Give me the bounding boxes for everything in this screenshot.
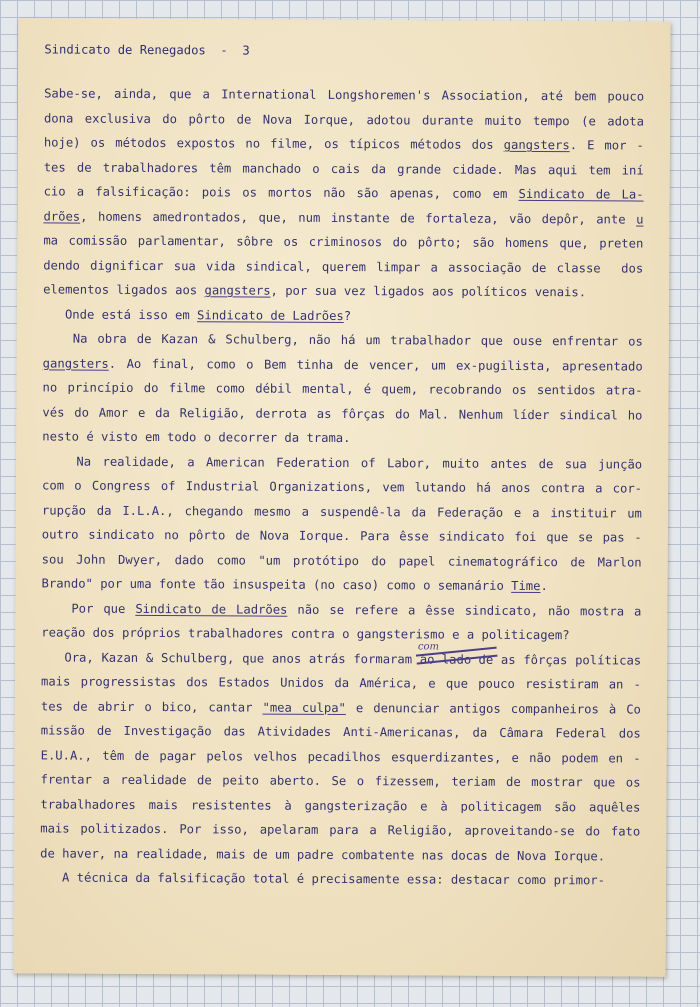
handwritten-correction [417, 640, 494, 672]
text-line [41, 620, 641, 648]
text-line [44, 106, 644, 134]
text-line [40, 792, 640, 820]
text-line [40, 767, 640, 795]
underlined-text: gangsters [42, 355, 109, 371]
struck-text: ao lado de [419, 651, 494, 667]
text-line [40, 865, 640, 893]
text-segment: sou John Dwyer, dado como "um protótipo do papel cinematográfico de Marlon [41, 551, 642, 570]
text-line [44, 155, 644, 183]
underlined-text: gangsters [204, 283, 271, 298]
text-segment: vés do Amor e da Religião, derrota as fôrças do Mal. Nenhum líder sindical ho [42, 404, 643, 423]
paragraph-2 [43, 302, 643, 330]
text-line [43, 228, 643, 256]
text-line [43, 326, 643, 354]
text-line [43, 302, 643, 330]
text-segment: trabalhadores mais resistentes à gangsterização e à politicagem são aquêles [40, 796, 641, 815]
typewritten-page [14, 18, 671, 976]
paragraph-6 [40, 640, 642, 869]
text-segment: missão de Investigação das Atividades Anti-Americanas, da Câmara Federal dos [40, 723, 641, 741]
text-segment: ma comissão parlamentar, sôbre os criminosos do pôrto; são homens que, preten [43, 233, 644, 251]
text-segment: tes de trabalhadores têm manchado o cais da grande cidade. Mas aqui tem iní [43, 159, 644, 178]
underlined-text: "mea culpa" [262, 700, 346, 715]
text-segment: com o Congress of Industrial Organizations, vem lutando há anos contra a cor- [42, 478, 643, 496]
text-line [41, 596, 641, 624]
page-header: Sindicato de Renegados - 3 [44, 42, 250, 58]
text-segment: , homens amedrontados, que, num instante de fortaleza, vão depôr, ante [80, 209, 637, 227]
text-segment: rupção da I.L.A., chegando mesmo a suspendê-la da Federação e a instituir um [41, 502, 642, 521]
text-segment: reação dos próprios trabalhadores contra o gangsterismo e a politicagem? [41, 625, 570, 643]
underlined-text: Sindicato de Ladrões [197, 307, 344, 323]
text-segment: cio a falsificação: pois os mortos não são apenas, como em [43, 184, 519, 201]
paragraph-3 [42, 326, 643, 452]
text-line [44, 81, 644, 109]
text-segment: A técnica da falsificação total é precisamente essa: destacar como primor- [39, 870, 606, 888]
text-line [44, 130, 644, 158]
text-segment: não se refere a êsse sindicato, não mostra a [287, 602, 642, 619]
text-line [43, 351, 643, 379]
text-segment: Na realidade, a American Federation of Labor, muito antes de sua junção [42, 453, 643, 472]
text-line [41, 571, 641, 599]
text-line [44, 179, 644, 207]
paragraph-5 [41, 596, 641, 648]
text-line [42, 424, 642, 452]
text-line [40, 841, 640, 869]
text-line [43, 277, 643, 305]
text-segment: dona exclusiva do pôrto de Nova Iorque, adotou durante muito tempo (e adota [43, 110, 645, 129]
underlined-text: u [636, 212, 644, 227]
paragraph-4 [41, 449, 642, 599]
text-segment: ? [343, 308, 352, 323]
text-segment: outro sindicato no pôrto de Nova Iorque. Para êsse sindicato foi que se pas - [41, 527, 642, 545]
text-segment: . Ao final, como o Bem tinha de vencer, um ex-pugilista, apresentado [108, 356, 643, 374]
text-segment: mais politizados. Por isso, apelaram para a Religião, aproveitando-se do fato [40, 821, 641, 839]
underlined-text: gangsters [503, 137, 570, 153]
text-segment: Brando" por uma fonte tão insuspeita (no caso) como o semanário [41, 576, 512, 593]
text-line [42, 449, 642, 477]
text-line [43, 253, 643, 281]
text-line [43, 204, 643, 232]
text-segment: de haver, na realidade, mais de um padre combatente nas docas de Nova Iorque. [40, 845, 606, 863]
handwritten-insertion: com [417, 640, 440, 653]
text-segment: e denunciar antigos companheiros à Co [345, 700, 641, 717]
text-line [40, 816, 640, 844]
text-segment: dendo dignificar sua vida sindical, querem limpar a associação de classe dos [43, 257, 644, 276]
underlined-text: drões [43, 208, 81, 224]
text-segment: Sabe-se, ainda, que a International Longshoremen's Association, até bem pouco [44, 86, 645, 104]
text-line [42, 473, 642, 501]
text-segment: nesto é visto em todo o decorrer da trama. [42, 429, 351, 446]
text-segment: Na obra de Kazan & Schulberg, não há um trabalhador que ouse enfrentar os [42, 331, 643, 349]
text-segment: mais progressistas dos Estados Unidos da América, e que pouco resistiram an - [40, 674, 642, 692]
text-line [42, 498, 642, 526]
underlined-text: Sindicato de La- [518, 186, 644, 202]
text-line [41, 640, 642, 673]
text-line [43, 375, 643, 403]
paragraph-7 [40, 865, 640, 893]
text-segment: elementos ligados aos [43, 282, 205, 298]
text-segment: . E mor - [569, 138, 644, 153]
underlined-text: Sindicato de Ladrões [135, 601, 288, 617]
paragraph-1 [43, 81, 644, 305]
text-line [41, 743, 641, 771]
text-line [41, 669, 641, 697]
text-segment: E.U.A., têm de pagar pelos velhos pecadilhos esquerdizantes, e não podem en - [40, 747, 641, 766]
text-segment: no princípio do filme como débil mental, é quem, recobrando os sentidos atra- [42, 380, 643, 398]
text-line [41, 718, 641, 746]
text-line [42, 400, 642, 428]
text-line [42, 547, 642, 575]
text-segment: frentar a realidade de peito aberto. Se o fizessem, teriam de mostrar que os [40, 772, 641, 790]
text-segment: tes de abrir o bico, cantar [40, 698, 263, 715]
text-segment: . [540, 579, 548, 594]
text-segment: Por que [41, 600, 136, 616]
text-segment: Ora, Kazan & Schulberg, que anos atrás formaram [41, 649, 420, 666]
text-segment: hoje) os métodos expostos no filme, os típicos métodos dos [43, 135, 504, 152]
underlined-text: Time [511, 578, 541, 594]
text-segment: as fôrças políticas [493, 652, 642, 668]
text-segment: Onde está isso em [42, 306, 198, 322]
text-segment: , por sua vez ligados aos políticos venais. [270, 283, 587, 300]
text-line [41, 694, 641, 722]
text-line [42, 522, 642, 550]
